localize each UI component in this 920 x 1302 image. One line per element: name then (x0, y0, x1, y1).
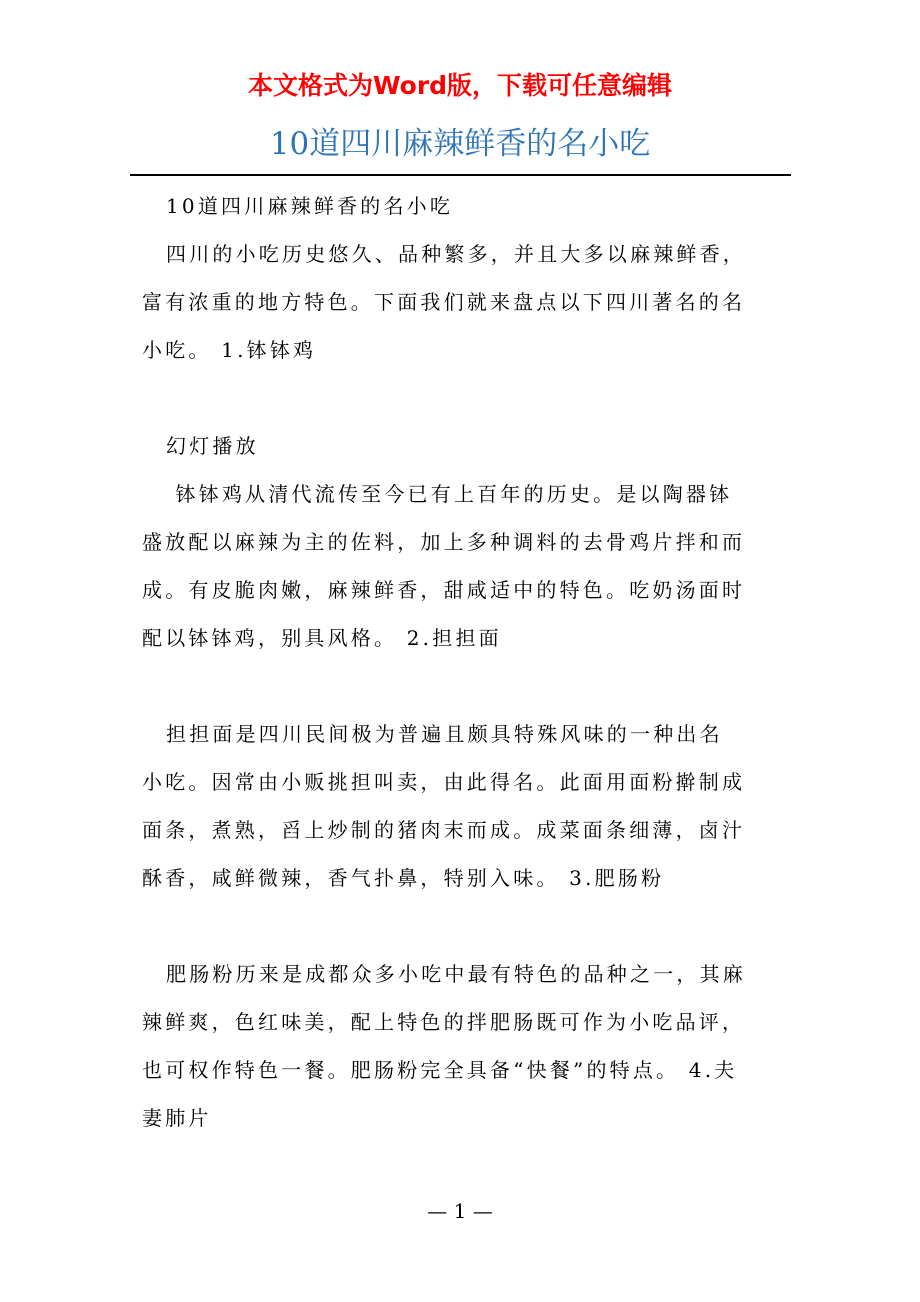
body-line: 成。有皮脆肉嫩，麻辣鲜香，甜咸适中的特色。吃奶汤面时 (142, 578, 746, 602)
body-line: 配以钵钵鸡，别具风格。 2.担担面 (142, 626, 502, 650)
page-number: — 1 — (427, 1199, 493, 1223)
body-line: 担担面是四川民间极为普遍且颇具特殊风味的一种出名 (166, 722, 723, 746)
body-line: 酥香，咸鲜微辣，香气扑鼻，特别入味。 3.肥肠粉 (142, 866, 665, 890)
body-line: 妻肺片 (142, 1106, 212, 1130)
title-divider (130, 174, 791, 176)
body-line: 幻灯播放 (166, 434, 259, 458)
body-line: 富有浓重的地方特色。下面我们就来盘点以下四川著名的名 (142, 290, 746, 314)
body-line: 肥肠粉历来是成都众多小吃中最有特色的品种之一，其麻 (166, 962, 746, 986)
body-line: 也可权作特色一餐。肥肠粉完全具备“快餐”的特点。 4.夫 (142, 1058, 738, 1082)
body-line: 小吃。 1.钵钵鸡 (142, 338, 317, 362)
body-line: 10道四川麻辣鲜香的名小吃 (166, 194, 454, 218)
format-notice-banner: 本文格式为Word版，下载可任意编辑 (247, 71, 673, 100)
body-line: 四川的小吃历史悠久、品种繁多，并且大多以麻辣鲜香， (166, 242, 746, 266)
body-line: 小吃。因常由小贩挑担叫卖，由此得名。此面用面粉擀制成 (142, 770, 746, 794)
body-line: 辣鲜爽，色红味美，配上特色的拌肥肠既可作为小吃品评， (142, 1010, 746, 1034)
body-line: 盛放配以麻辣为主的佐料，加上多种调料的去骨鸡片拌和而 (142, 530, 746, 554)
page-title: 10道四川麻辣鲜香的名小吃 (269, 126, 651, 162)
body-line: 钵钵鸡从清代流传至今已有上百年的历史。是以陶器钵 (166, 482, 733, 506)
body-line: 面条，煮熟，舀上炒制的猪肉末而成。成菜面条细薄，卤汁 (142, 818, 746, 842)
